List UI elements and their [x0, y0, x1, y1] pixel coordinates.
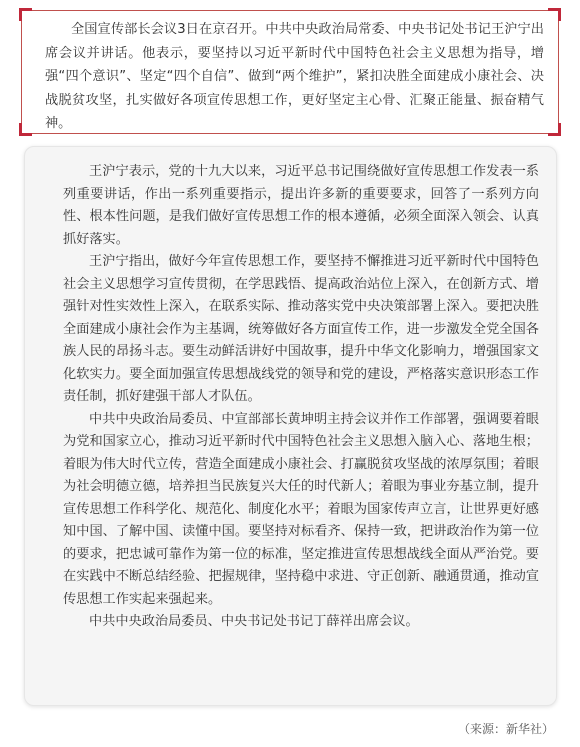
- article-paragraph-2: 王沪宁指出，做好今年宣传思想工作，要坚持不懈推进习近平新时代中国特色社会主义思想学习宣传贯彻，在学思践悟、提高政治站位上深入，在创新方式、增强针对性实效性上深入，在联系实际、推动落实党中央决策部署上深入。要把决胜全面建成小康社会作为主基调，统筹做好各方面宣传工作，进一步激发全党全国各族人民的昂扬斗志。要生动鲜活讲好中国故事，提升中华文化影响力，增强国家文化软实力。要全面加强宣传思想战线党的领导和党的建设，严格落实意识形态工作责任制，抓好建强干部人才队伍。: [63, 254, 539, 404]
- article-body: [24, 146, 557, 706]
- article-paragraph-1: 王沪宁表示，党的十九大以来，习近平总书记围绕做好宣传思想工作发表一系列重要讲话，作出一系列重要指示，提出许多新的重要要求，回答了一系列方向性、根本性问题，是我们做好宣传思想工作的根本遵循，必须全面深入领会、认真抓好落实。: [63, 164, 539, 247]
- summary-text: 全国宣传部长会议3日在京召开。中共中央政治局常委、中央书记处书记王沪宁出席会议并讲话。他表示，要坚持以习近平新时代中国特色社会主义思想为指导，增强“四个意识”、坚定“四个自信”、做到“两个维护”，紧扣决胜全面建成小康社会、决战脱贫攻坚，扎实做好各项宣传思想工作，更好坚定主心骨、汇聚正能量、振奋精气神。: [45, 22, 544, 131]
- frame-corner-top-right: [548, 8, 561, 21]
- frame-corner-bottom-left: [19, 123, 32, 136]
- article-paragraph-4: 中共中央政治局委员、中央书记处书记丁薛祥出席会议。: [89, 614, 419, 629]
- source-credit: （来源：新华社）: [457, 722, 554, 736]
- summary-box: [21, 10, 559, 134]
- frame-corner-bottom-right: [548, 123, 561, 136]
- article-paragraph-3: 中共中央政治局委员、中宣部部长黄坤明主持会议并作工作部署，强调要着眼为党和国家立心，推动习近平新时代中国特色社会主义思想入脑入心、落地生根；着眼为伟大时代立传，营造全面建成小康社会、打赢脱贫攻坚战的浓厚氛围；着眼为社会明德立德，培养担当民族复兴大任的时代新人；着眼为事业夯基立制，提升宣传思想工作科学化、规范化、制度化水平；着眼为国家传声立言，让世界更好感知中国、了解中国、读懂中国。要坚持对标看齐、保持一致，把讲政治作为第一位的要求，把忠诚可靠作为第一位的标准，坚定推进宣传思想战线全面从严治党。要在实践中不断总结经验、把握规律，坚持稳中求进、守正创新、融通贯通，推动宣传思想工作实起来强起来。: [63, 411, 539, 607]
- frame-corner-top-left: [19, 8, 32, 21]
